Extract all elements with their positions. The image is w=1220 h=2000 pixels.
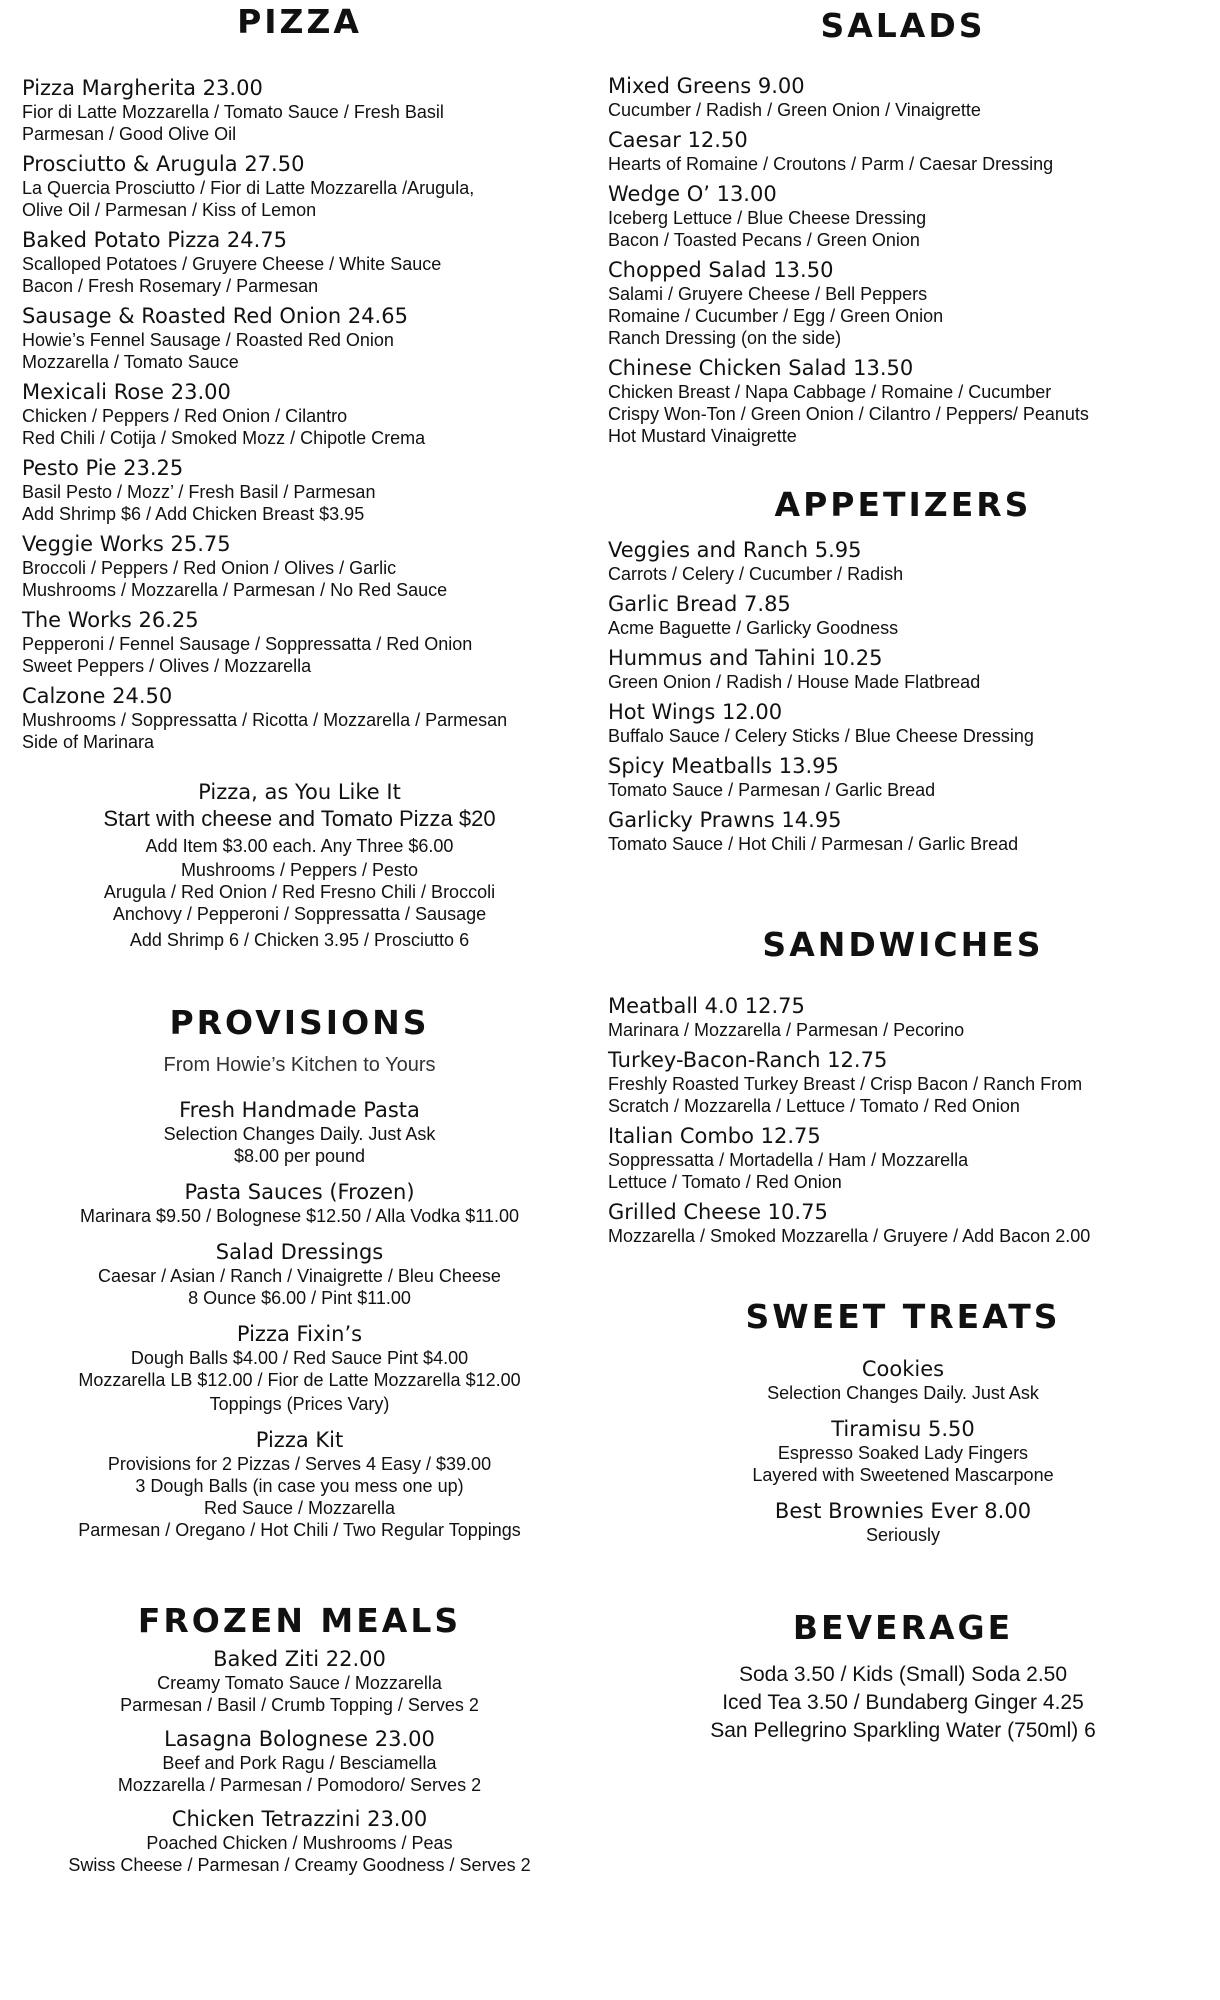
item-desc: Broccoli / Peppers / Red Onion / Olives / Garlic	[22, 558, 397, 578]
item-desc: Buffalo Sauce / Celery Sticks / Blue Cheese Dressing	[608, 726, 1034, 746]
item-desc: Bacon / Fresh Rosemary / Parmesan	[22, 276, 319, 296]
left-column	[22, 0, 577, 1876]
menu-item	[22, 456, 577, 525]
item-desc: Freshly Roasted Turkey Breast / Crisp Bacon / Ranch From	[608, 1074, 1083, 1094]
build-line: Anchovy / Pepperoni / Soppressatta / Sausage	[112, 904, 487, 924]
item-name: Grilled Cheese 10.75	[608, 1200, 828, 1224]
frozen-meals-heading: FROZEN MEALS	[137, 1601, 462, 1640]
item-name: Turkey-Bacon-Ranch 12.75	[608, 1048, 888, 1072]
item-name: Hummus and Tahini 10.25	[608, 646, 883, 670]
block-title: Baked Ziti 22.00	[213, 1647, 386, 1671]
item-name: Hot Wings 12.00	[608, 700, 783, 724]
item-desc: Mozzarella / Smoked Mozzarella / Gruyere / Add Bacon 2.00	[608, 1226, 1091, 1246]
item-desc: Sweet Peppers / Olives / Mozzarella	[22, 656, 312, 676]
sweet-block	[608, 1416, 1198, 1486]
appetizers-list	[608, 538, 1198, 855]
menu-item	[608, 808, 1198, 855]
block-line: Swiss Cheese / Parmesan / Creamy Goodness / Serves 2	[68, 1855, 531, 1875]
provisions-heading: PROVISIONS	[169, 1003, 430, 1042]
provisions-subtitle: From Howie’s Kitchen to Yours	[163, 1054, 436, 1076]
salads-list	[608, 74, 1198, 447]
item-desc: Scratch / Mozzarella / Lettuce / Tomato / Red Onion	[608, 1096, 1020, 1116]
block-line: Parmesan / Basil / Crumb Topping / Serves 2	[120, 1695, 479, 1715]
block-line: 3 Dough Balls (in case you mess one up)	[135, 1476, 464, 1496]
provisions-list	[22, 1097, 577, 1541]
menu-item	[608, 74, 1198, 121]
block-line: Espresso Soaked Lady Fingers	[777, 1443, 1029, 1463]
item-desc: Hot Mustard Vinaigrette	[608, 426, 797, 446]
menu-item	[608, 1048, 1198, 1117]
appetizers-heading: APPETIZERS	[774, 485, 1032, 524]
item-desc: Basil Pesto / Mozz’ / Fresh Basil / Parmesan	[22, 482, 376, 502]
item-name: Garlic Bread 7.85	[608, 592, 791, 616]
menu-item	[22, 76, 577, 145]
menu-item	[22, 228, 577, 297]
sweet-block	[608, 1498, 1198, 1546]
menu-item	[608, 258, 1198, 349]
build-line: Mushrooms / Peppers / Pesto	[180, 860, 419, 880]
item-desc: Parmesan / Good Olive Oil	[22, 124, 237, 144]
item-desc: La Quercia Prosciutto / Fior di Latte Mozzarella /Arugula,	[22, 178, 475, 198]
provision-block	[22, 1427, 577, 1541]
menu-item	[22, 304, 577, 373]
block-title: Lasagna Bolognese 23.00	[164, 1727, 435, 1751]
item-desc: Mushrooms / Mozzarella / Parmesan / No Red Sauce	[22, 580, 448, 600]
menu-item	[22, 684, 577, 753]
block-line: Marinara $9.50 / Bolognese $12.50 / Alla Vodka $11.00	[80, 1206, 519, 1226]
block-title: Fresh Handmade Pasta	[179, 1098, 420, 1122]
block-line: Toppings (Prices Vary)	[209, 1394, 390, 1414]
build-title: Pizza, as You Like It	[198, 780, 401, 804]
block-title: Chicken Tetrazzini 23.00	[171, 1807, 428, 1831]
item-desc: Mozzarella / Tomato Sauce	[22, 352, 239, 372]
beverage-line: Iced Tea 3.50 / Bundaberg Ginger 4.25	[722, 1691, 1084, 1714]
item-name: Veggies and Ranch 5.95	[608, 538, 862, 562]
sweet-treats-heading: SWEET TREATS	[745, 1297, 1061, 1336]
item-desc: Tomato Sauce / Parmesan / Garlic Bread	[608, 780, 936, 800]
item-desc: Tomato Sauce / Hot Chili / Parmesan / Garlic Bread	[608, 834, 1019, 854]
item-desc: Green Onion / Radish / House Made Flatbread	[608, 672, 981, 692]
pizza-heading: PIZZA	[237, 2, 362, 41]
provision-block	[22, 1097, 577, 1167]
item-name: Mixed Greens 9.00	[608, 74, 805, 98]
frozen-block	[22, 1806, 577, 1876]
item-name: Pesto Pie 23.25	[22, 456, 184, 480]
beverage-list	[608, 1661, 1198, 1745]
right-column	[608, 0, 1198, 1745]
item-name: Baked Potato Pizza 24.75	[22, 228, 287, 252]
item-desc: Pepperoni / Fennel Sausage / Soppressatta / Red Onion	[22, 634, 473, 654]
menu-item	[608, 592, 1198, 639]
item-desc: Cucumber / Radish / Green Onion / Vinaigrette	[608, 100, 981, 120]
block-line: Creamy Tomato Sauce / Mozzarella	[157, 1673, 442, 1693]
block-line: Mozzarella / Parmesan / Pomodoro/ Serves 2	[117, 1775, 482, 1795]
item-desc: Crispy Won-Ton / Green Onion / Cilantro / Peppers/ Peanuts	[608, 404, 1089, 424]
menu-item	[22, 532, 577, 601]
item-desc: Romaine / Cucumber / Egg / Green Onion	[608, 306, 944, 326]
item-name: Italian Combo 12.75	[608, 1124, 821, 1148]
item-name: Spicy Meatballs 13.95	[608, 754, 839, 778]
item-desc: Iceberg Lettuce / Blue Cheese Dressing	[608, 208, 927, 228]
item-desc: Bacon / Toasted Pecans / Green Onion	[608, 230, 920, 250]
build-your-own-pizza	[22, 779, 577, 951]
salads-heading: SALADS	[820, 6, 986, 45]
beverage-line: Soda 3.50 / Kids (Small) Soda 2.50	[738, 1663, 1068, 1686]
frozen-block	[22, 1646, 577, 1716]
sandwiches-heading: SANDWICHES	[762, 925, 1044, 964]
block-line: Dough Balls $4.00 / Red Sauce Pint $4.00	[130, 1348, 469, 1368]
block-line: Seriously	[865, 1525, 941, 1545]
item-desc: Chicken / Peppers / Red Onion / Cilantro	[22, 406, 348, 426]
block-line: Poached Chicken / Mushrooms / Peas	[146, 1833, 453, 1853]
item-name: Chinese Chicken Salad 13.50	[608, 356, 914, 380]
item-desc: Scalloped Potatoes / Gruyere Cheese / White Sauce	[22, 254, 442, 274]
block-title: Tiramisu 5.50	[831, 1417, 975, 1441]
menu-item	[608, 754, 1198, 801]
menu-item	[608, 356, 1198, 447]
menu-item	[608, 182, 1198, 251]
block-line: Red Sauce / Mozzarella	[203, 1498, 396, 1518]
menu-item	[608, 1124, 1198, 1193]
block-title: Pasta Sauces (Frozen)	[184, 1180, 415, 1204]
item-desc: Hearts of Romaine / Croutons / Parm / Caesar Dressing	[608, 154, 1054, 174]
menu-item	[608, 700, 1198, 747]
block-line: $8.00 per pound	[233, 1146, 366, 1166]
item-desc: Red Chili / Cotija / Smoked Mozz / Chipotle Crema	[22, 428, 426, 448]
sweet-block	[608, 1356, 1198, 1404]
menu-item	[22, 380, 577, 449]
block-line: Selection Changes Daily. Just Ask	[163, 1124, 436, 1144]
item-name: Wedge O’ 13.00	[608, 182, 777, 206]
item-desc: Marinara / Mozzarella / Parmesan / Pecorino	[608, 1020, 965, 1040]
item-desc: Chicken Breast / Napa Cabbage / Romaine / Cucumber	[608, 382, 1052, 402]
block-title: Pizza Fixin’s	[236, 1322, 363, 1346]
item-desc: Ranch Dressing (on the side)	[608, 328, 842, 348]
item-name: Veggie Works 25.75	[22, 532, 231, 556]
pizza-list	[22, 76, 577, 753]
item-name: Sausage & Roasted Red Onion 24.65	[22, 304, 408, 328]
block-line: Selection Changes Daily. Just Ask	[767, 1383, 1039, 1403]
provision-block	[22, 1239, 577, 1309]
block-title: Best Brownies Ever 8.00	[774, 1499, 1032, 1523]
menu-item	[22, 608, 577, 677]
block-title: Cookies	[861, 1357, 945, 1381]
block-line: Beef and Pork Ragu / Besciamella	[162, 1753, 437, 1773]
menu-item	[608, 128, 1198, 175]
item-desc: Fior di Latte Mozzarella / Tomato Sauce / Fresh Basil	[22, 102, 444, 122]
item-desc: Howie’s Fennel Sausage / Roasted Red Onion	[22, 330, 394, 350]
sweets-list	[608, 1356, 1198, 1546]
item-desc: Add Shrimp $6 / Add Chicken Breast $3.95	[22, 504, 365, 524]
build-line: Add Shrimp 6 / Chicken 3.95 / Prosciutto 6	[129, 930, 470, 950]
item-name: Mexicali Rose 23.00	[22, 380, 231, 404]
item-desc: Salami / Gruyere Cheese / Bell Peppers	[608, 284, 928, 304]
item-desc: Mushrooms / Soppressatta / Ricotta / Mozzarella / Parmesan	[22, 710, 508, 730]
block-line: Layered with Sweetened Mascarpone	[752, 1465, 1054, 1485]
beverage-heading: BEVERAGE	[792, 1608, 1014, 1647]
item-name: The Works 26.25	[22, 608, 199, 632]
item-name: Calzone 24.50	[22, 684, 173, 708]
build-start: Start with cheese and Tomato Pizza $20	[103, 806, 496, 831]
item-desc: Side of Marinara	[22, 732, 155, 752]
sandwiches-list	[608, 994, 1198, 1247]
item-name: Meatball 4.0 12.75	[608, 994, 805, 1018]
item-name: Chopped Salad 13.50	[608, 258, 834, 282]
menu-item	[608, 994, 1198, 1041]
item-desc: Lettuce / Tomato / Red Onion	[608, 1172, 842, 1192]
frozen-block	[22, 1726, 577, 1796]
item-desc: Carrots / Celery / Cucumber / Radish	[608, 564, 904, 584]
block-title: Pizza Kit	[255, 1428, 344, 1452]
menu-item	[608, 1200, 1198, 1247]
item-name: Prosciutto & Arugula 27.50	[22, 152, 305, 176]
item-name: Garlicky Prawns 14.95	[608, 808, 842, 832]
item-desc: Olive Oil / Parmesan / Kiss of Lemon	[22, 200, 317, 220]
block-title: Salad Dressings	[215, 1240, 384, 1264]
beverage-line: San Pellegrino Sparkling Water (750ml) 6	[710, 1719, 1096, 1742]
block-line: Provisions for 2 Pizzas / Serves 4 Easy / $39.00	[107, 1454, 492, 1474]
item-desc: Acme Baguette / Garlicky Goodness	[608, 618, 899, 638]
menu-item	[608, 646, 1198, 693]
item-name: Caesar 12.50	[608, 128, 748, 152]
provision-block	[22, 1179, 577, 1227]
provision-block	[22, 1321, 577, 1415]
block-line: Parmesan / Oregano / Hot Chili / Two Regular Toppings	[78, 1520, 521, 1540]
item-desc: Soppressatta / Mortadella / Ham / Mozzarella	[608, 1150, 969, 1170]
frozen-list	[22, 1646, 577, 1876]
build-line: Arugula / Red Onion / Red Fresno Chili / Broccoli	[103, 882, 496, 902]
menu-item	[22, 152, 577, 221]
menu-item	[608, 538, 1198, 585]
block-line: Caesar / Asian / Ranch / Vinaigrette / Bleu Cheese	[98, 1266, 501, 1286]
block-line: 8 Ounce $6.00 / Pint $11.00	[188, 1288, 411, 1308]
block-line: Mozzarella LB $12.00 / Fior de Latte Mozzarella $12.00	[78, 1370, 521, 1390]
build-line: Add Item $3.00 each. Any Three $6.00	[145, 836, 454, 856]
item-name: Pizza Margherita 23.00	[22, 76, 263, 100]
